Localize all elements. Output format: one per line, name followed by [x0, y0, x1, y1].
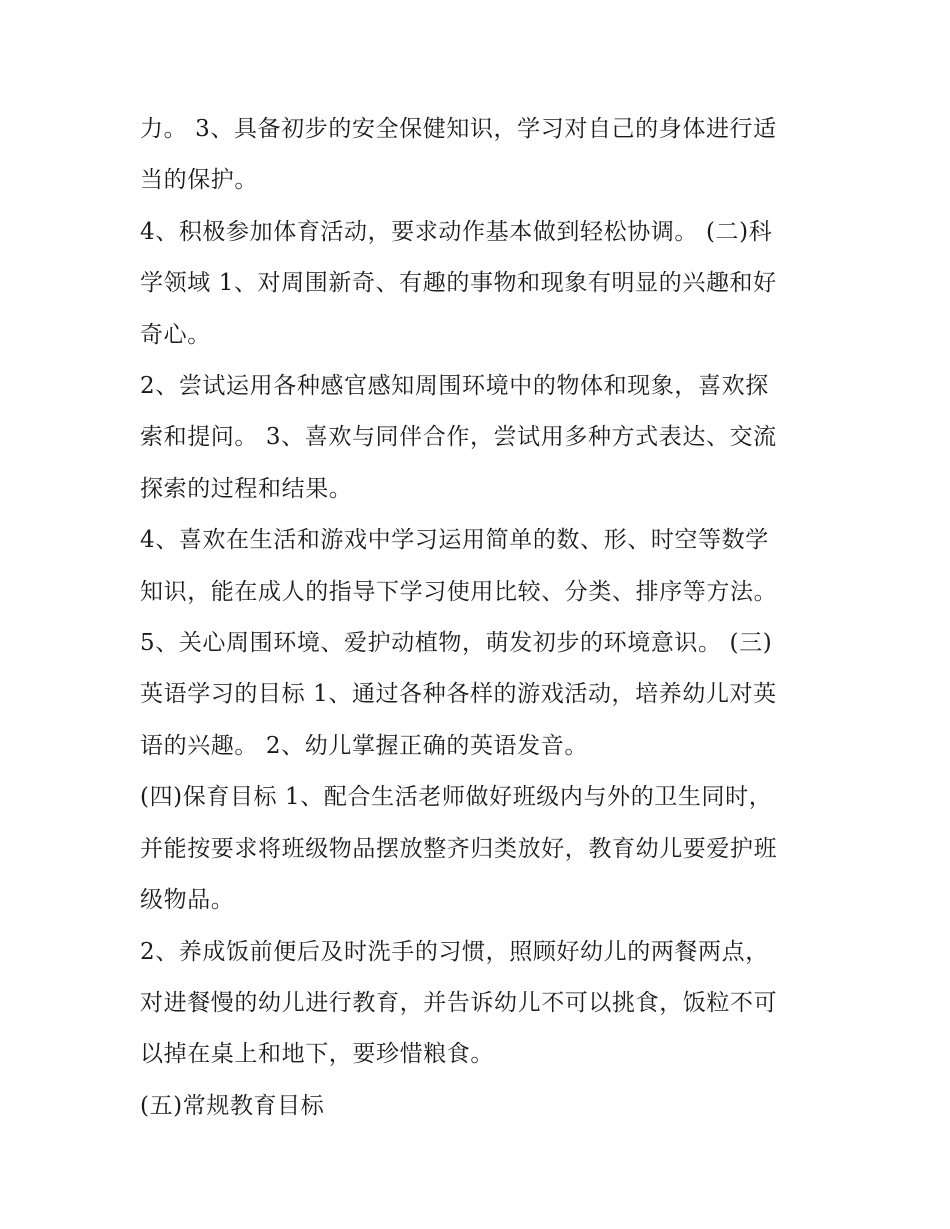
paragraph-care-goals — [140, 772, 820, 926]
text-line: 4、喜欢在生活和游戏中学习运用简单的数、形、时空等数学 — [140, 527, 769, 554]
text-line: (五)常规教育目标 — [140, 1092, 325, 1119]
paragraph-math-knowledge — [140, 515, 820, 618]
text-line: 学领域 1、对周围新奇、有趣的事物和现象有明显的兴趣和好 — [140, 270, 777, 297]
text-line: 以掉在桌上和地下，要珍惜粮食。 — [140, 1041, 494, 1068]
text-line: 5、关心周围环境、爱护动植物，萌发初步的环境意识。 (三) — [140, 630, 773, 657]
text-line: 知识，能在成人的指导下学习使用比较、分类、排序等方法。 — [140, 578, 778, 605]
text-line: 并能按要求将班级物品摆放整齐归类放好，教育幼儿要爱护班 — [140, 835, 778, 862]
paragraph-environment-english — [140, 618, 820, 772]
text-line: 级物品。 — [140, 887, 235, 914]
section-heading-routine-education — [140, 1081, 820, 1132]
text-line: 语的兴趣。 2、幼儿掌握正确的英语发音。 — [140, 732, 588, 759]
text-line: 索和提问。 3、喜欢与同伴合作，尝试用多种方式表达、交流 — [140, 424, 777, 451]
paragraph-hygiene-meals — [140, 927, 820, 1081]
text-line: 当的保护。 — [140, 167, 258, 194]
text-line: 对进餐慢的幼儿进行教育，并告诉幼儿不可以挑食，饭粒不可 — [140, 989, 778, 1016]
text-line: 探索的过程和结果。 — [140, 475, 353, 502]
text-line: (四)保育目标 1、配合生活老师做好班级内与外的卫生同时， — [140, 784, 773, 811]
text-line: 英语学习的目标 1、通过各种各样的游戏活动，培养幼儿对英 — [140, 681, 777, 708]
paragraph-sports-science — [140, 207, 820, 361]
paragraph-health-safety — [140, 104, 820, 207]
text-line: 力。 3、具备初步的安全保健知识，学习对自己的身体进行适 — [140, 116, 777, 142]
text-line: 2、养成饭前便后及时洗手的习惯，照顾好幼儿的两餐两点， — [140, 938, 769, 965]
text-line: 奇心。 — [140, 321, 211, 348]
document-body — [140, 104, 820, 1132]
text-line: 2、尝试运用各种感官感知周围环境中的物体和现象，喜欢探 — [140, 373, 769, 400]
paragraph-senses-cooperation — [140, 361, 820, 515]
text-line: 4、积极参加体育活动，要求动作基本做到轻松协调。 (二)科 — [140, 218, 773, 245]
